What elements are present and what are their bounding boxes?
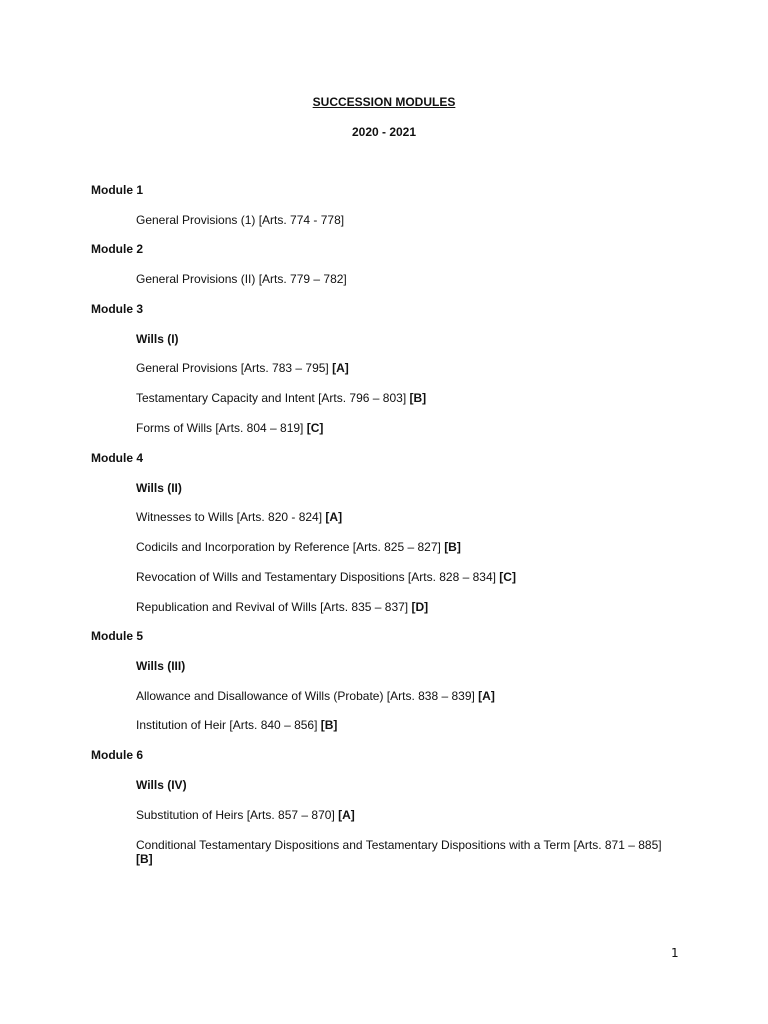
module-2-item-1: General Provisions (II) [Arts. 779 – 782] (136, 272, 347, 286)
document-title: SUCCESSION MODULES (312, 95, 456, 109)
module-5-heading: Module 5 (91, 629, 144, 643)
academic-year: 2020 - 2021 (351, 125, 417, 139)
module-5-item-a: Allowance and Disallowance of Wills (Probate) [Arts. 838 – 839] [A] (136, 689, 495, 703)
module-3-subheading: Wills (I) (136, 332, 179, 346)
module-5-subheading: Wills (III) (136, 659, 186, 673)
module-4-item-b: Codicils and Incorporation by Reference [Arts. 825 – 827] [B] (136, 540, 461, 554)
page-number: 1 (671, 946, 679, 960)
module-3-item-b: Testamentary Capacity and Intent [Arts. 796 – 803] [B] (136, 391, 427, 405)
module-2-heading: Module 2 (91, 242, 144, 256)
module-5-item-b: Institution of Heir [Arts. 840 – 856] [B] (136, 718, 338, 732)
module-1-heading: Module 1 (91, 183, 144, 197)
module-3-item-a: General Provisions [Arts. 783 – 795] [A] (136, 361, 349, 375)
module-3-item-c: Forms of Wills [Arts. 804 – 819] [C] (136, 421, 324, 435)
module-6-heading: Module 6 (91, 748, 144, 762)
module-6-subheading: Wills (IV) (136, 778, 187, 792)
module-4-heading: Module 4 (91, 451, 144, 465)
module-4-subheading: Wills (II) (136, 481, 182, 495)
module-4-item-c: Revocation of Wills and Testamentary Dispositions [Arts. 828 – 834] [C] (136, 570, 516, 584)
module-3-heading: Module 3 (91, 302, 144, 316)
module-4-item-a: Witnesses to Wills [Arts. 820 - 824] [A] (136, 510, 343, 524)
module-4-item-d: Republication and Revival of Wills [Arts. 835 – 837] [D] (136, 600, 429, 614)
module-1-item-1: General Provisions (1) [Arts. 774 - 778] (136, 213, 345, 227)
module-6-item-a: Substitution of Heirs [Arts. 857 – 870] [A] (136, 808, 355, 822)
module-6-item-b: Conditional Testamentary Dispositions and Testamentary Dispositions with a Term [Arts. 871 – 885] [B] (136, 838, 662, 866)
